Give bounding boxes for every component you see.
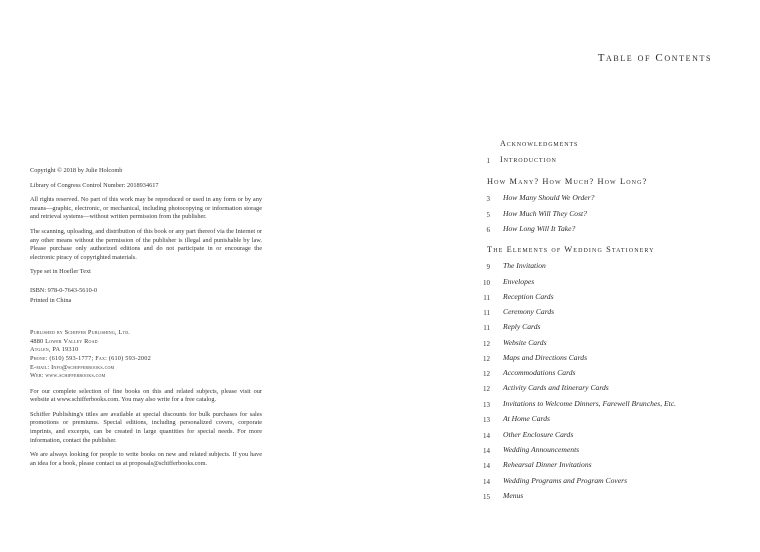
toc-page-number: 15 <box>483 493 490 501</box>
catalog-paragraph: For our complete selection of fine books on this and related subjects, please visit our website at www.schifferbooks.com. You may also write for a free catalog. <box>30 387 262 404</box>
loc-control-number: Library of Congress Control Number: 2018934617 <box>30 181 159 189</box>
toc-page-number: 9 <box>486 263 490 271</box>
toc-entry-title: Invitations to Welcome Dinners, Farewell Brunches, Etc. <box>503 399 677 408</box>
toc-entry-title: Introduction <box>500 155 557 164</box>
typeset-line: Type set in Hoefler Text <box>30 268 91 276</box>
toc-entry-title: How Many Should We Order? <box>503 193 595 202</box>
toc-page-number: 6 <box>486 226 490 234</box>
copyright-block <box>30 167 262 474</box>
publisher-web: Web: www.schifferbooks.com <box>30 372 106 380</box>
toc-page-number: 14 <box>483 432 490 440</box>
toc-entry-title: Reception Cards <box>503 292 554 301</box>
publisher-email: E-mail: Info@schifferbooks.com <box>30 363 115 371</box>
toc-page-number: 11 <box>483 294 490 302</box>
toc-page-number: 14 <box>483 462 490 470</box>
toc-entry-title: Ceremony Cards <box>503 307 555 316</box>
toc-entry-title: How Long Will It Take? <box>503 224 576 233</box>
toc-entry-title: Activity Cards and Itinerary Cards <box>503 383 609 392</box>
toc-page-number: 14 <box>483 478 490 486</box>
toc-entry-title: Rehearsal Dinner Invitations <box>503 460 592 469</box>
toc-entry-title: At Home Cards <box>503 414 550 423</box>
publisher-name: Published by Schiffer Publishing, Ltd. <box>30 329 131 337</box>
rights-paragraph: All rights reserved. No part of this work may be reproduced or used in any form or by any means—graphic, electronic, or mechanical, including photocopying or information storage and retrieval systems—without written permission from the publisher. <box>30 196 262 221</box>
proposals-paragraph: We are always looking for people to write books on new and related subjects. If you have an idea for a book, please contact us at proposals@schifferbooks.com. <box>30 451 262 467</box>
copyright-line: Copyright © 2018 by Julie Holcomb <box>30 167 123 174</box>
toc-entry-title: How Much Will They Cost? <box>503 209 587 218</box>
toc-page-number: 13 <box>483 416 490 424</box>
toc-page-number: 3 <box>486 195 490 203</box>
publisher-phone: Phone: (610) 593-1777; Fax: (610) 593-2002 <box>30 354 151 362</box>
chapter-title: The Elements of Wedding Stationery <box>487 245 655 254</box>
toc-entry-title: Menus <box>503 491 524 500</box>
publisher-block <box>30 329 262 381</box>
toc-page-number: 12 <box>483 340 490 348</box>
toc-page-number: 1 <box>486 157 490 165</box>
toc-page-number: 14 <box>483 447 490 455</box>
toc-page-number: 13 <box>483 401 490 409</box>
toc-entry-title: Envelopes <box>503 277 535 286</box>
toc-page-number: 11 <box>483 309 490 317</box>
toc-entry-title: Other Enclosure Cards <box>503 430 574 439</box>
toc-page-number: 5 <box>486 211 490 219</box>
special-discount-paragraph: Schiffer Publishing's titles are available at special discounts for bulk purchases for sales promotions or premiums. Special editions, including personalized covers, corporate imprints, and excerpts, can be created in large quantities for special needs. For more information, contact the publisher. <box>30 410 262 444</box>
toc-title: Table of Contents <box>597 52 712 64</box>
toc-entry-title: Reply Cards <box>503 322 541 331</box>
toc-page-number: 12 <box>483 385 490 393</box>
toc-page-number: 10 <box>483 279 490 287</box>
toc-entry-title: Maps and Directions Cards <box>503 353 588 362</box>
toc-entry-title: The Invitation <box>503 261 546 270</box>
publisher-address-2: Atglen, PA 19310 <box>30 346 79 354</box>
publisher-address-1: 4880 Lower Valley Road <box>30 337 98 345</box>
isbn-line: ISBN: 978-0-7643-5610-0 <box>30 286 97 294</box>
toc-page-number: 11 <box>483 324 490 332</box>
toc-page-number: 12 <box>483 355 490 363</box>
toc-entry-title: Wedding Announcements <box>503 445 580 454</box>
toc-entry-title: Website Cards <box>503 338 547 347</box>
printed-line: Printed in China <box>30 296 72 304</box>
toc-entry-title: Acknowledgments <box>500 139 579 148</box>
toc-entry-title: Accommodations Cards <box>503 368 576 377</box>
piracy-paragraph: The scanning, uploading, and distribution of this book or any part thereof via the Internet or any other means without the permission of the publisher is illegal and punishable by law. Please purchase only authorized editions and do not participate in or encourage the electronic piracy of copyrighted materials. <box>30 227 262 261</box>
toc-entry-title: Wedding Programs and Program Covers <box>503 476 628 485</box>
chapter-title: How Many? How Much? How Long? <box>487 177 648 186</box>
toc-page-number: 12 <box>483 370 490 378</box>
